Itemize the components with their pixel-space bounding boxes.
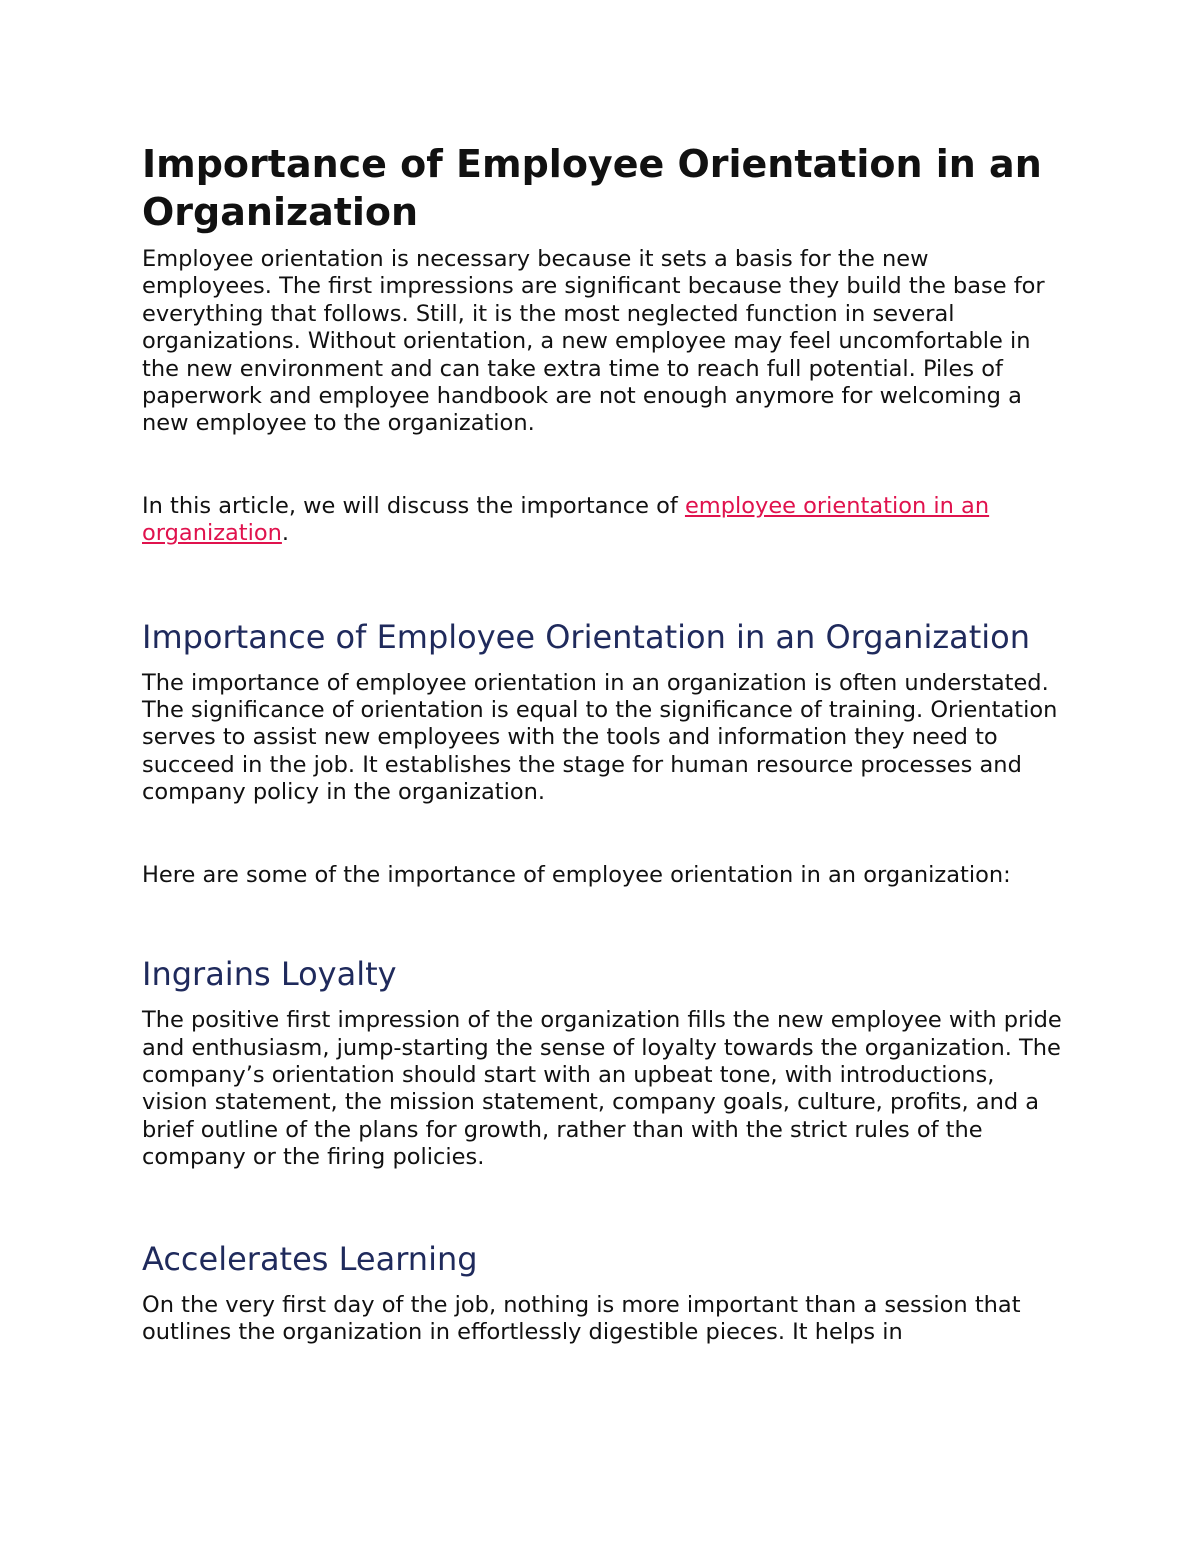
- article-intro-text: In this article, we will discuss the importance of: [142, 492, 685, 519]
- employee-orientation-link[interactable]: employee orientation in an organization: [142, 492, 990, 547]
- document-title: Importance of Employee Orientation in an Organization: [142, 142, 1042, 234]
- section-heading-accelerates-learning: Accelerates Learning: [142, 1239, 478, 1278]
- section-heading-importance: Importance of Employee Orientation in an Organization: [142, 617, 1031, 656]
- article-intro-suffix: .: [281, 520, 290, 547]
- importance-paragraph: The importance of employee orientation in an organization is often understated. The significance of orientation is equal to the significance of training. Orientation serves to assist new employees with the tools and information they need to succeed in the job. It establishes the stage for human resource processes and company policy in the organization.: [142, 669, 1058, 806]
- article-intro-paragraph: [142, 493, 1062, 548]
- loyalty-paragraph: The positive first impression of the organization fills the new employee with pride and enthusiasm, jump-starting the sense of loyalty towards the organization. The company’s orientation should start with an upbeat tone, with introductions, vision statement, the mission statement, company goals, culture, profits, and a brief outline of the plans for growth, rather than with the strict rules of the company or the firing policies.: [142, 1007, 1062, 1171]
- section-heading-ingrains-loyalty: Ingrains Loyalty: [142, 955, 397, 994]
- intro-paragraph: Employee orientation is necessary because it sets a basis for the new employees. The first impressions are significant because they build the base for everything that follows. Still, it is the most neglected function in several organizations. Without orientation, a new employee may feel uncomfortable in the new environment and can take extra time to reach full potential. Piles of paperwork and employee handbook are not enough anymore for welcoming a new employee to the organization.: [142, 246, 1045, 437]
- learning-paragraph: On the very first day of the job, nothing is more important than a session that outlines the organization in effortlessly digestible pieces. It helps in: [142, 1291, 1021, 1345]
- importance-list-intro: Here are some of the importance of employee orientation in an organization:: [142, 861, 1011, 888]
- document-page: [142, 140, 1062, 1346]
